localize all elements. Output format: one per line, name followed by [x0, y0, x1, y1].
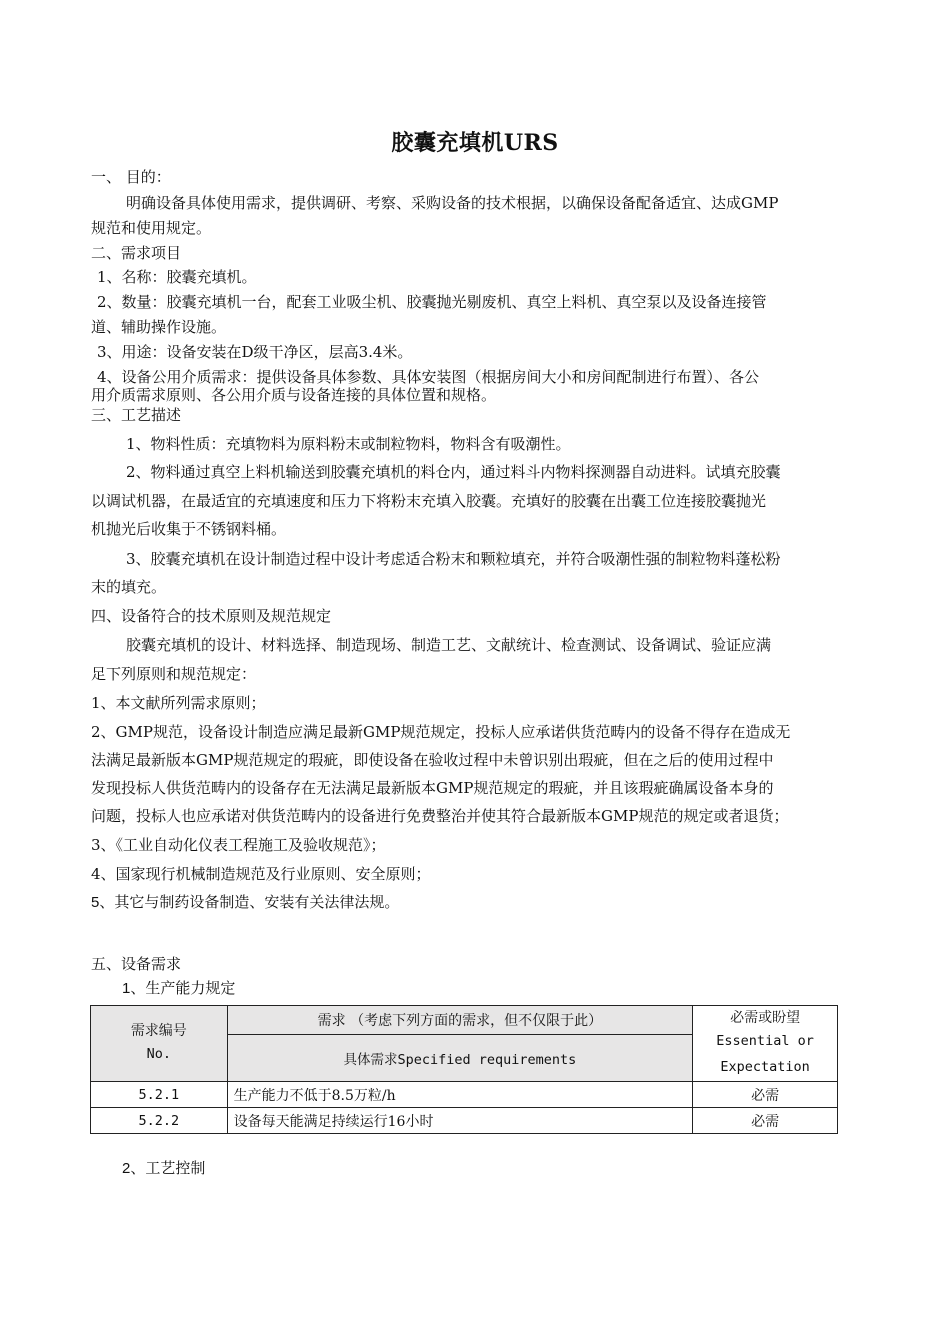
requirements-table — [90, 1005, 838, 1134]
req-no-cell: 5.2.1 — [91, 1082, 228, 1108]
header-requirement-cn: 需求 （考虑下列方面的需求，但不仅限于此） — [227, 1006, 693, 1035]
list-item: 4、国家现行机械制造规范及行业原则、安全原则； — [91, 865, 431, 883]
paragraph-line: 2、物料通过真空上料机输送到胶囊充填机的料仓内，通过料斗内物料探测器自动进料。试填充胶囊 — [126, 463, 781, 481]
section-2-heading: 二、需求项目 — [91, 244, 182, 262]
section-3-heading: 三、工艺描述 — [91, 406, 182, 424]
list-item-continuation: 用介质需求原则、各公用介质与设备连接的具体位置和规格。 — [91, 386, 497, 404]
section-5-heading: 五、设备需求 — [91, 955, 182, 973]
header-no-cell — [91, 1006, 228, 1082]
list-item: 2、数量：胶囊充填机一台，配套工业吸尘机、胶囊抛光剔废机、真空上料机、真空泵以及设备连接管 — [97, 293, 767, 311]
header-essential-cn: 必需或盼望 — [730, 1009, 801, 1026]
list-item-continuation: 道、辅助操作设施。 — [91, 318, 227, 336]
list-item: 1、本文献所列需求原则； — [91, 694, 266, 712]
list-item: 3、用途：设备安装在D级干净区，层高3.4米。 — [97, 343, 413, 361]
table-row — [91, 1108, 838, 1134]
header-requirement-spec: 具体需求Specified requirements — [227, 1035, 693, 1082]
paragraph-line: 机抛光后收集于不锈钢料桶。 — [91, 520, 287, 538]
req-no-cell: 5.2.2 — [91, 1108, 228, 1134]
list-item-continuation: 问题，投标人也应承诺对供货范畴内的设备进行免费整治并使其符合最新版本GMP规范的规定或者退货； — [91, 807, 789, 825]
paragraph-line: 胶囊充填机的设计、材料选择、制造现场、制造工艺、文献统计、检查测试、设备调试、验证应满 — [126, 636, 772, 654]
section-4-heading: 四、设备符合的技术原则及规范规定 — [91, 607, 332, 625]
list-item: 2、GMP规范，设备设计制造应满足最新GMP规范规定，投标人应承诺供货范畴内的设备不得存在造成无 — [91, 723, 791, 741]
paragraph-line: 明确设备具体使用需求，提供调研、考察、采购设备的技术根据，以确保设备配备适宜、达成GMP — [126, 194, 779, 212]
list-item: 5、其它与制药设备制造、安装有关法律法规。 — [91, 894, 400, 911]
paragraph-line: 以调试机器，在最适宜的充填速度和压力下将粉末充填入胶囊。充填好的胶囊在出囊工位连接胶囊抛光 — [91, 492, 767, 510]
list-item: 4、设备公用介质需求：提供设备具体参数、具体安装图（根据房间大小和房间配制进行布置）、各公 — [97, 368, 760, 386]
list-item-continuation: 法满足最新版本GMP规范规定的瑕疵，即使设备在验收过程中未曾识别出瑕疵，但在之后的使用过程中 — [91, 751, 774, 769]
page-title: 胶囊充填机URS — [391, 130, 559, 156]
req-text-cell: 设备每天能满足持续运行16小时 — [227, 1108, 693, 1134]
paragraph-line: 末的填充。 — [91, 578, 167, 596]
section-1-heading: 一、 目的： — [91, 168, 171, 186]
paragraph-line: 规范和使用规定。 — [91, 219, 212, 237]
header-no-cn: 需求编号 — [130, 1022, 187, 1039]
table-row — [91, 1082, 838, 1108]
paragraph-line: 3、胶囊充填机在设计制造过程中设计考虑适合粉末和颗粒填充，并符合吸潮性强的制粒物料蓬松粉 — [126, 550, 781, 568]
list-item: 1、名称：胶囊充填机。 — [97, 268, 257, 286]
req-essential-cell: 必需 — [693, 1082, 838, 1108]
list-item-continuation: 发现投标人供货范畴内的设备存在无法满足最新版本GMP规范规定的瑕疵，并且该瑕疵确属设备本身的 — [91, 779, 774, 797]
header-essential-cell — [693, 1006, 838, 1082]
req-essential-cell: 必需 — [693, 1108, 838, 1134]
paragraph-line: 1、物料性质：充填物料为原料粉末或制粒物料，物料含有吸潮性。 — [126, 435, 571, 453]
paragraph-line: 足下列原则和规范规定： — [91, 665, 257, 683]
subsection-heading: 1、生产能力规定 — [122, 980, 236, 997]
subsection-heading: 2、工艺控制 — [122, 1160, 206, 1177]
header-essential-en1: Essential or — [716, 1032, 814, 1049]
header-essential-en2: Expectation — [720, 1058, 810, 1075]
list-item: 3、《工业自动化仪表工程施工及验收规范》； — [91, 836, 386, 854]
header-no-en: No. — [146, 1045, 172, 1062]
req-text-cell: 生产能力不低于8.5万粒/h — [227, 1082, 693, 1108]
